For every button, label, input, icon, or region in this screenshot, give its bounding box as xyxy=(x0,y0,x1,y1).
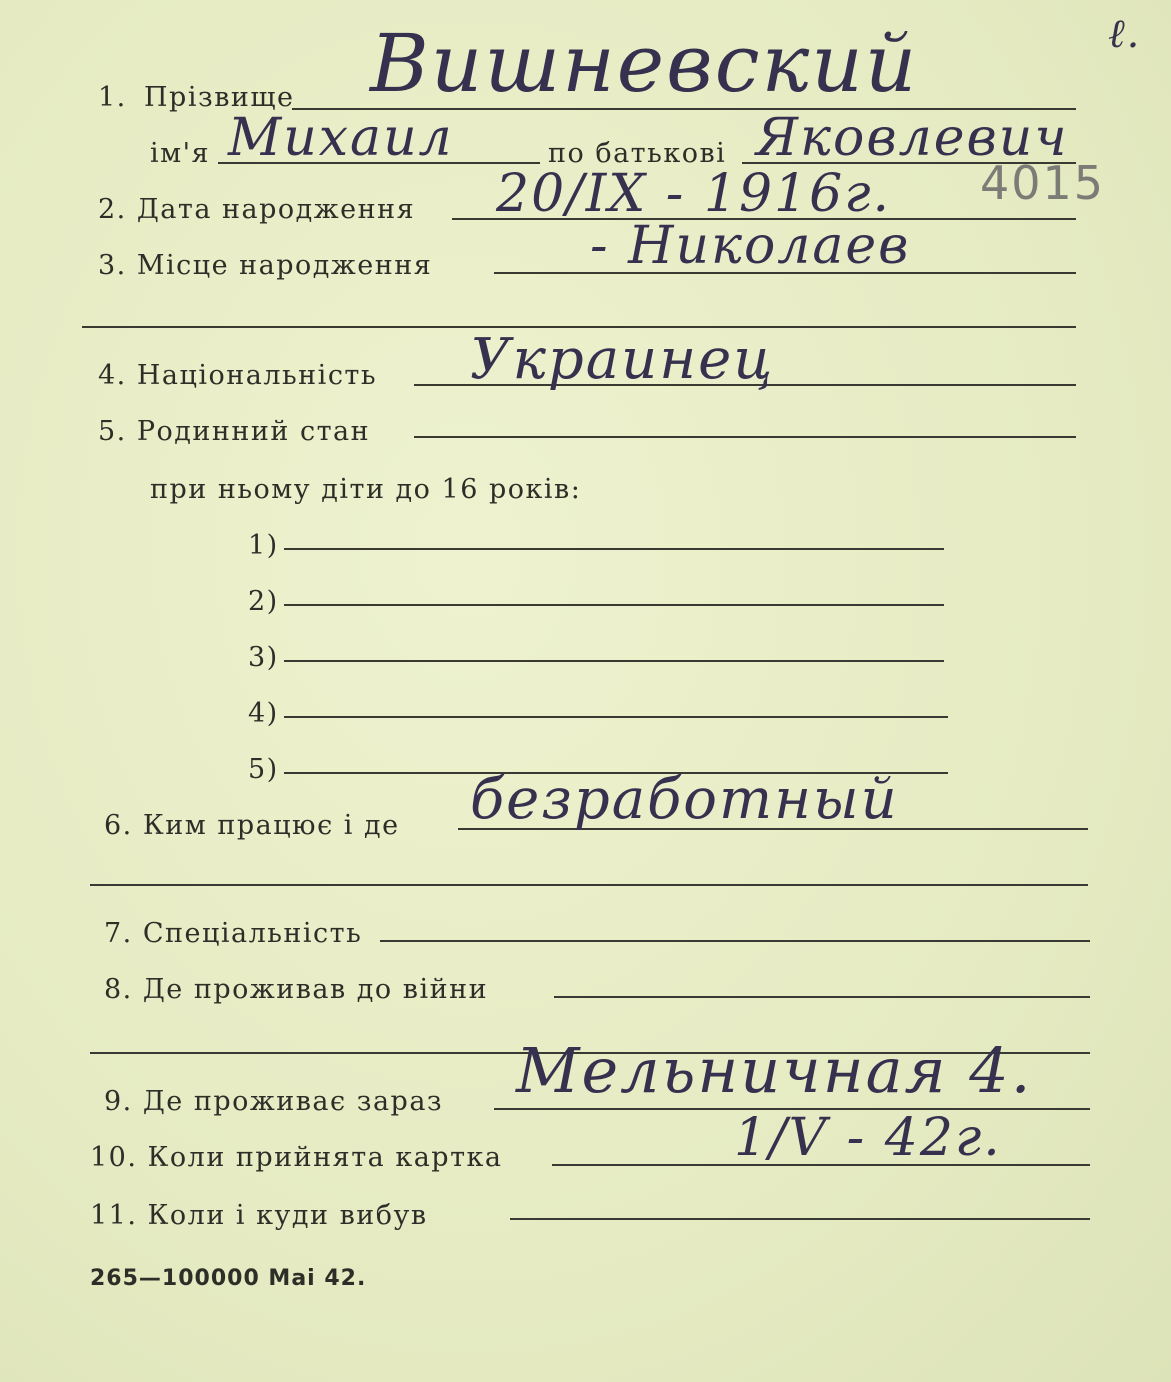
child-1-label: 1) xyxy=(248,530,279,561)
family-status-label: 5. Родинний стан xyxy=(98,416,371,447)
patronymic-value: Яковлевич xyxy=(756,108,1069,168)
birth-place-label: 3. Місце народження xyxy=(98,250,433,281)
surname-label: Прізвище xyxy=(144,82,295,113)
occupation-value: безработный xyxy=(470,767,899,832)
specialty-label: 7. Спеціальність xyxy=(104,918,363,949)
birth-date-label: 2. Дата народження xyxy=(98,194,416,225)
child-5-label: 5) xyxy=(248,754,279,785)
pencil-note: 4015 xyxy=(980,156,1106,210)
nationality-label: 4. Національність xyxy=(98,360,378,391)
field-1-number: 1. xyxy=(98,82,127,113)
departure-label: 11. Коли і куди вибув xyxy=(90,1200,428,1231)
prewar-residence-line xyxy=(554,996,1090,998)
surname-mark: ℓ. xyxy=(1108,11,1142,57)
child-4-line xyxy=(284,716,948,718)
occupation-line-2 xyxy=(90,884,1088,886)
current-residence-label: 9. Де проживає зараз xyxy=(104,1086,444,1117)
departure-line xyxy=(510,1218,1090,1220)
birth-place-value: - Николаев xyxy=(590,216,911,276)
surname-value: Вишневский xyxy=(370,17,919,110)
card-accepted-label: 10. Коли прийнята картка xyxy=(90,1142,503,1173)
specialty-line xyxy=(380,940,1090,942)
prewar-residence-label: 8. Де проживав до війни xyxy=(104,974,489,1005)
child-1-line xyxy=(284,548,944,550)
child-2-line xyxy=(284,604,944,606)
patronymic-label: по батькові xyxy=(548,138,727,169)
nationality-value: Украинец xyxy=(470,327,775,392)
child-3-line xyxy=(284,660,944,662)
current-residence-value: Мельничная 4. xyxy=(516,1034,1033,1107)
print-code: 265—100000 Mai 42. xyxy=(90,1266,367,1291)
family-status-line xyxy=(414,436,1076,438)
occupation-label: 6. Ким працює і де xyxy=(104,810,400,841)
card-accepted-value: 1/V - 42г. xyxy=(734,1108,1002,1168)
children-label: при ньому діти до 16 років: xyxy=(150,474,582,505)
child-3-label: 3) xyxy=(248,642,279,673)
child-2-label: 2) xyxy=(248,586,279,617)
child-4-label: 4) xyxy=(248,698,279,729)
first-name-value: Михаил xyxy=(228,108,454,168)
birth-date-value: 20/IX - 1916г. xyxy=(496,164,892,224)
first-name-label: ім'я xyxy=(150,138,211,169)
